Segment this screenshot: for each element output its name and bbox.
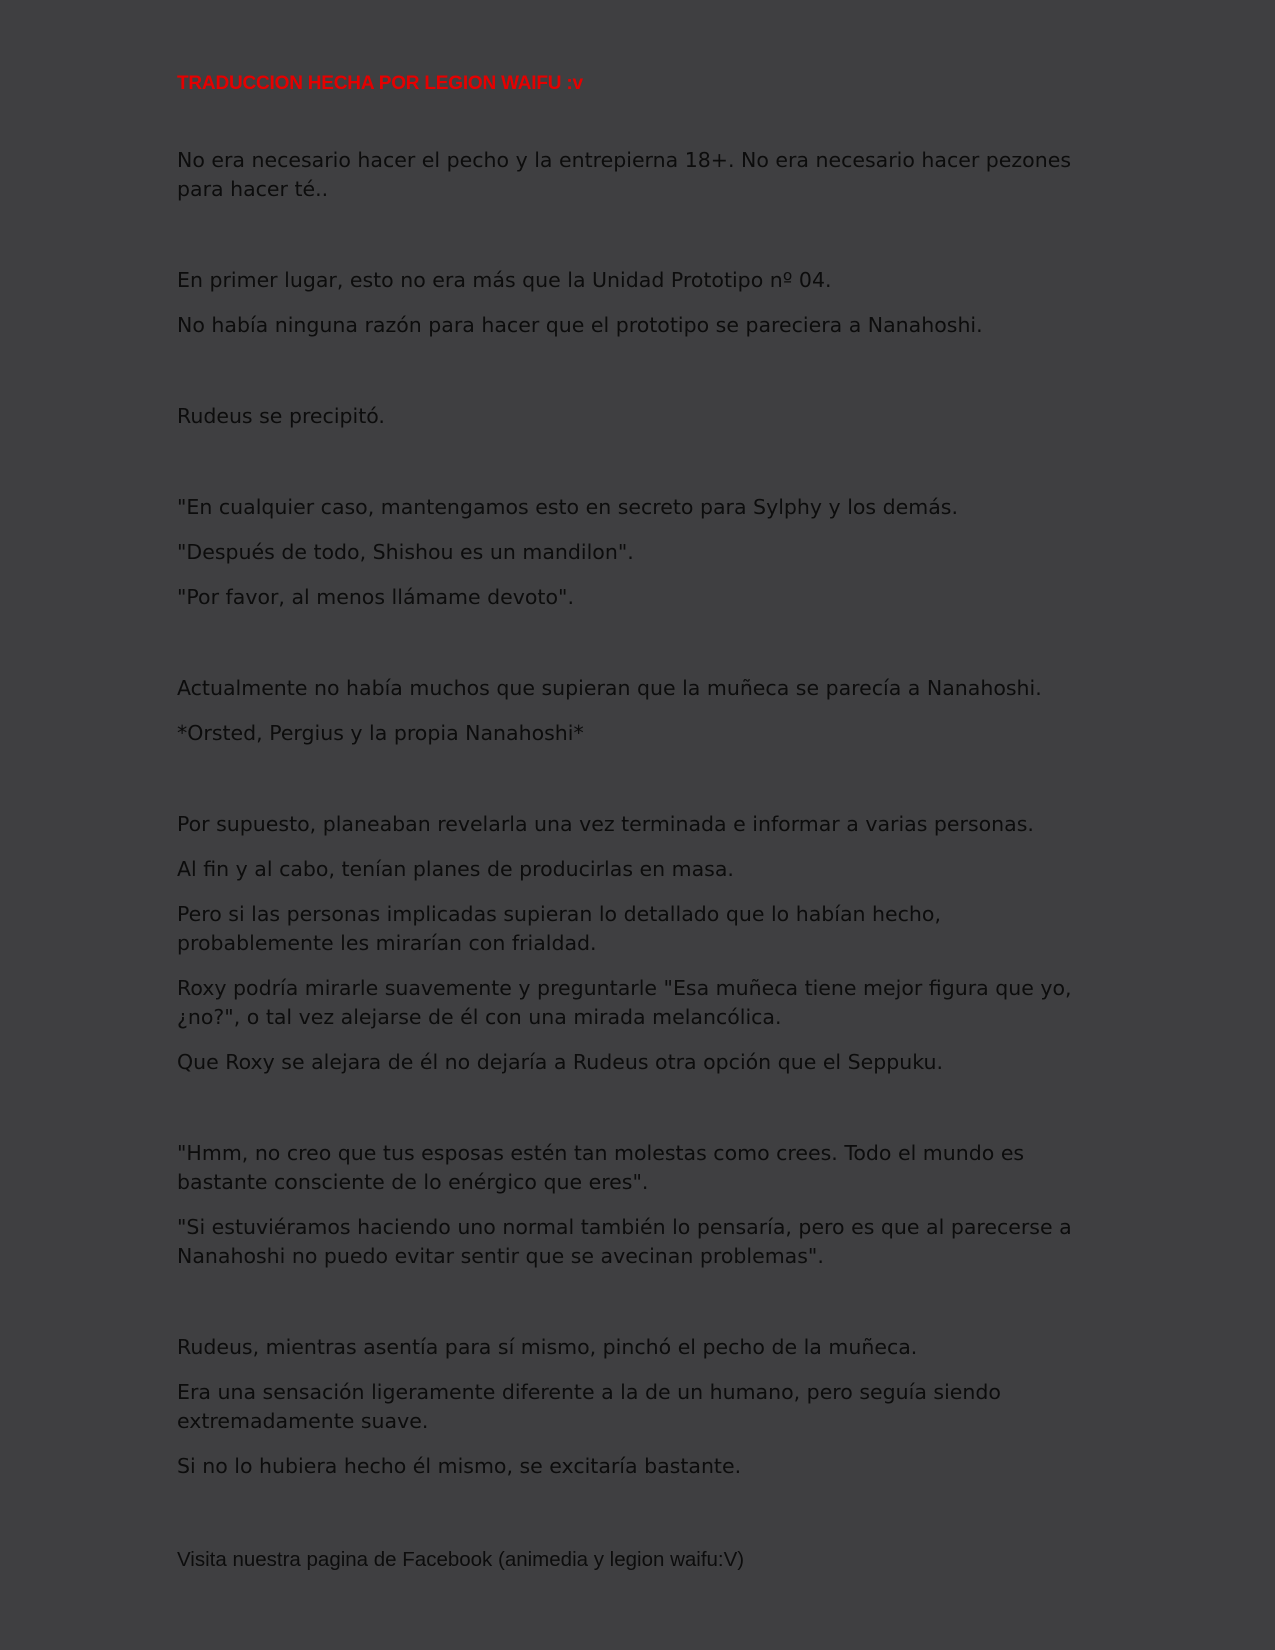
paragraph-gap (177, 447, 1097, 493)
paragraph: Por supuesto, planeaban revelarla una vez terminada e informar a varias personas. (177, 812, 1034, 836)
paragraph-gap (177, 1287, 1097, 1333)
paragraph: Que Roxy se alejara de él no dejaría a Rudeus otra opción que el Seppuku. (177, 1050, 944, 1074)
paragraph: "Hmm, no creo que tus esposas estén tan molestas como crees. Todo el mundo es bastante consciente de lo enérgico que eres". (177, 1141, 1025, 1194)
paragraph: Rudeus se precipitó. (177, 404, 385, 428)
paragraph: "Si estuviéramos haciendo uno normal también lo pensaría, pero es que al parecerse a Nanahoshi no puedo evitar sentir que se avecinan problemas". (177, 1215, 1072, 1268)
facebook-note: Visita nuestra pagina de Facebook (animedia y legion waifu:V) (177, 1548, 745, 1571)
paragraph-gap (177, 220, 1097, 266)
paragraph: En primer lugar, esto no era más que la Unidad Prototipo nº 04. (177, 268, 832, 292)
paragraph: *Orsted, Pergius y la propia Nanahoshi* (177, 721, 584, 745)
paragraph-gap (177, 356, 1097, 402)
paragraph: No había ninguna razón para hacer que el prototipo se pareciera a Nanahoshi. (177, 313, 983, 337)
paragraph: "Por favor, al menos llámame devoto". (177, 585, 574, 609)
paragraph: "En cualquier caso, mantengamos esto en secreto para Sylphy y los demás. (177, 495, 958, 519)
paragraph-gap (177, 1093, 1097, 1139)
translation-credit: TRADUCCION HECHA POR LEGION WAIFU :v (177, 73, 583, 94)
paragraph-gap (177, 764, 1097, 810)
paragraph: Era una sensación ligeramente diferente a la de un humano, pero seguía siendo extremadamente suave. (177, 1380, 1001, 1433)
document-page (177, 70, 1097, 1478)
document-body (177, 146, 1097, 1497)
paragraph: Si no lo hubiera hecho él mismo, se excitaría bastante. (177, 1454, 742, 1478)
paragraph: Actualmente no había muchos que supieran que la muñeca se parecía a Nanahoshi. (177, 676, 1042, 700)
paragraph: Pero si las personas implicadas supieran lo detallado que lo habían hecho, probablemente les mirarían con frialdad. (177, 902, 941, 955)
paragraph: "Después de todo, Shishou es un mandilon". (177, 540, 634, 564)
paragraph-gap (177, 628, 1097, 674)
paragraph: Rudeus, mientras asentía para sí mismo, pinchó el pecho de la muñeca. (177, 1335, 918, 1359)
paragraph: No era necesario hacer el pecho y la entrepierna 18+. No era necesario hacer pezones para hacer té.. (177, 148, 1072, 201)
paragraph: Al fin y al cabo, tenían planes de producirlas en masa. (177, 857, 734, 881)
paragraph: Roxy podría mirarle suavemente y preguntarle "Esa muñeca tiene mejor figura que yo, ¿no?", o tal vez alejarse de él con una mirada melancólica. (177, 976, 1072, 1029)
